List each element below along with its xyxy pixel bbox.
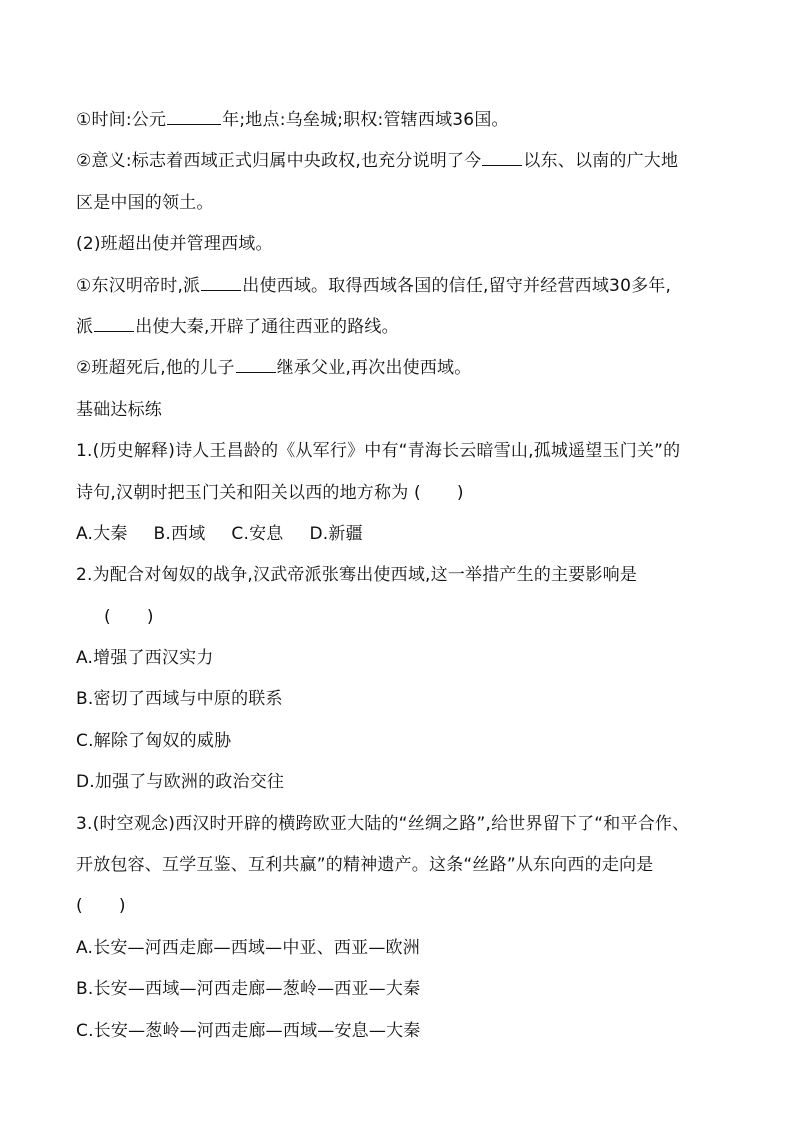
question-2-option [76,721,726,762]
question-3-stem [76,804,726,845]
option-b: B.长安—西域—河西走廊—葱岭—西亚—大秦 [76,979,421,1000]
line-text: ②班超死后,他的儿子 [76,358,235,379]
question-3-option [76,969,726,1010]
question-2-option [76,762,726,803]
text-line [76,348,726,389]
paren-close: ) [118,896,126,917]
question-3-option [76,1011,726,1052]
section-title [76,390,726,431]
text-line [76,183,726,224]
line-text: ②意义:标志着西域正式归属中央政权,也充分说明了今 [76,151,482,172]
question-1-stem [76,431,726,472]
question-3-option [76,928,726,969]
text-line [76,307,726,348]
option-a: A.长安—河西走廊—西域—中亚、西亚—欧洲 [76,937,420,958]
question-text: ) [456,482,464,503]
option-c: C.长安—葱岭—河西走廊—西域—安息—大秦 [76,1020,421,1041]
fill-blank [482,148,522,167]
line-text: ①东汉明帝时,派 [76,275,201,296]
fill-blank [201,272,241,291]
line-text: 以东、以南的广大地 [523,151,679,172]
question-2-stem [76,555,726,596]
paren-open: ( [104,606,111,627]
line-text: ①时间:公元 [76,110,167,130]
question-2-option [76,638,726,679]
option-a: A.大秦 [76,523,128,544]
question-3-answer-parens [76,886,726,927]
question-1-options [76,514,726,555]
option-b: B.西域 [153,523,206,544]
line-text: 出使大秦,开辟了通往西亚的路线。 [135,316,399,337]
question-2-option [76,679,726,720]
text-line [76,141,726,182]
fill-blank [167,106,221,125]
option-b: B.密切了西域与中原的联系 [76,689,283,710]
question-text: 开放包容、互学互鉴、互利共赢”的精神遗产。这条“丝路”从东向西的走向是 [76,855,654,876]
option-d: D.新疆 [309,523,363,544]
question-1-stem [76,473,726,514]
text-line [76,266,726,307]
subsection-heading [76,224,726,265]
option-a: A.增强了西汉实力 [76,648,214,669]
section-title-text: 基础达标练 [76,399,162,420]
paren-open: ( [76,896,83,917]
option-c: C.安息 [231,523,284,544]
question-text: 2.为配合对匈奴的战争,汉武帝派张骞出使西域,这一举措产生的主要影响是 [76,565,638,586]
line-text: (2)班超出使并管理西域。 [76,234,273,255]
text-line [76,100,726,141]
option-c: C.解除了匈奴的威胁 [76,730,232,751]
question-text: 3.(时空观念)西汉时开辟的横跨欧亚大陆的“丝绸之路”,给世界留下了“和平合作、 [76,813,690,834]
line-text: 继承父业,再次出使西域。 [276,358,472,379]
fill-blank [94,313,134,332]
document-body [76,100,726,1052]
option-d: D.加强了与欧洲的政治交往 [76,772,285,793]
fill-blank [236,355,276,374]
line-text: 区是中国的领土。 [76,192,214,213]
question-2-answer-parens [76,597,726,638]
question-text: 诗句,汉朝时把玉门关和阳关以西的地方称为 ( [76,482,421,503]
paren-close: ) [146,606,154,627]
line-text: 年;地点:乌垒城;职权:管辖西域36国。 [222,110,509,130]
question-text: 1.(历史解释)诗人王昌龄的《从军行》中有“青海长云暗雪山,孤城遥望玉门关”的 [76,441,681,462]
question-3-stem [76,845,726,886]
line-text: 派 [76,316,94,337]
line-text: 出使西域。取得西域各国的信任,留守并经营西域30多年, [242,275,672,296]
